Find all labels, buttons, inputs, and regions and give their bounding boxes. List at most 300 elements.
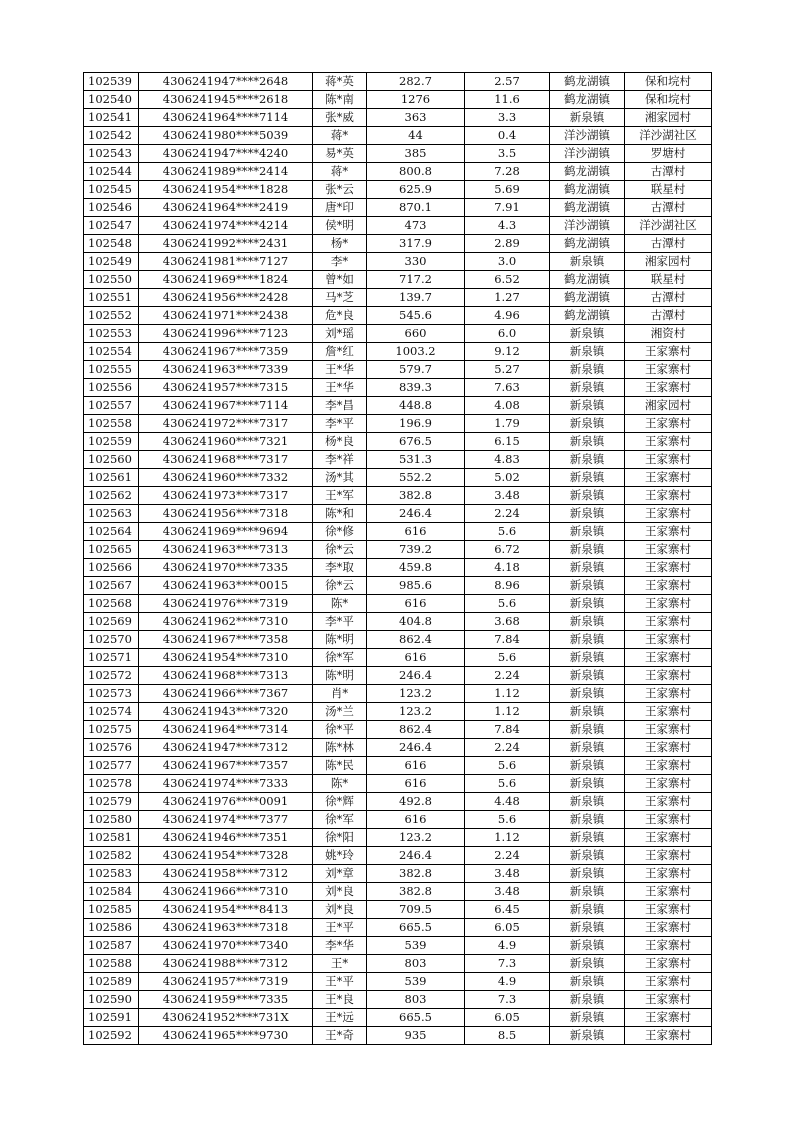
village-cell: 王家寨村: [625, 901, 712, 919]
amount-cell: 985.6: [367, 577, 465, 595]
town-cell: 新泉镇: [550, 793, 625, 811]
quantity-cell: 9.12: [465, 343, 550, 361]
record-id-cell: 102574: [84, 703, 139, 721]
record-id-cell: 102567: [84, 577, 139, 595]
name-cell: 王*远: [313, 1009, 367, 1027]
quantity-cell: 2.24: [465, 847, 550, 865]
table-row: [84, 505, 712, 523]
id-number-cell: 4306241973****7317: [139, 487, 313, 505]
amount-cell: 709.5: [367, 901, 465, 919]
id-number-cell: 4306241968****7317: [139, 451, 313, 469]
table-row: [84, 109, 712, 127]
village-cell: 洋沙湖社区: [625, 217, 712, 235]
name-cell: 杨*良: [313, 433, 367, 451]
record-id-cell: 102539: [84, 73, 139, 91]
record-id-cell: 102547: [84, 217, 139, 235]
name-cell: 唐*印: [313, 199, 367, 217]
table-row: [84, 361, 712, 379]
village-cell: 王家寨村: [625, 721, 712, 739]
town-cell: 新泉镇: [550, 865, 625, 883]
village-cell: 古潭村: [625, 307, 712, 325]
record-id-cell: 102589: [84, 973, 139, 991]
amount-cell: 382.8: [367, 487, 465, 505]
id-number-cell: 4306241956****7318: [139, 505, 313, 523]
quantity-cell: 1.27: [465, 289, 550, 307]
record-id-cell: 102564: [84, 523, 139, 541]
amount-cell: 404.8: [367, 613, 465, 631]
town-cell: 鹤龙湖镇: [550, 73, 625, 91]
table-row: [84, 595, 712, 613]
town-cell: 新泉镇: [550, 901, 625, 919]
quantity-cell: 5.6: [465, 523, 550, 541]
id-number-cell: 4306241969****9694: [139, 523, 313, 541]
quantity-cell: 1.12: [465, 685, 550, 703]
town-cell: 洋沙湖镇: [550, 127, 625, 145]
quantity-cell: 7.3: [465, 955, 550, 973]
record-id-cell: 102592: [84, 1027, 139, 1045]
town-cell: 新泉镇: [550, 343, 625, 361]
name-cell: 刘*瑶: [313, 325, 367, 343]
record-id-cell: 102551: [84, 289, 139, 307]
village-cell: 王家寨村: [625, 811, 712, 829]
amount-cell: 616: [367, 523, 465, 541]
quantity-cell: 5.6: [465, 595, 550, 613]
name-cell: 蒋*: [313, 127, 367, 145]
quantity-cell: 3.48: [465, 883, 550, 901]
quantity-cell: 6.45: [465, 901, 550, 919]
record-id-cell: 102568: [84, 595, 139, 613]
name-cell: 徐*军: [313, 811, 367, 829]
name-cell: 李*: [313, 253, 367, 271]
record-id-cell: 102566: [84, 559, 139, 577]
quantity-cell: 7.28: [465, 163, 550, 181]
amount-cell: 459.8: [367, 559, 465, 577]
record-id-cell: 102558: [84, 415, 139, 433]
name-cell: 王*军: [313, 487, 367, 505]
record-id-cell: 102556: [84, 379, 139, 397]
amount-cell: 870.1: [367, 199, 465, 217]
id-number-cell: 4306241963****7313: [139, 541, 313, 559]
village-cell: 联星村: [625, 181, 712, 199]
quantity-cell: 3.5: [465, 145, 550, 163]
village-cell: 王家寨村: [625, 757, 712, 775]
amount-cell: 492.8: [367, 793, 465, 811]
id-number-cell: 4306241946****7351: [139, 829, 313, 847]
table-row: [84, 379, 712, 397]
name-cell: 徐*云: [313, 541, 367, 559]
table-row: [84, 217, 712, 235]
town-cell: 新泉镇: [550, 451, 625, 469]
village-cell: 王家寨村: [625, 631, 712, 649]
amount-cell: 665.5: [367, 1009, 465, 1027]
name-cell: 陈*林: [313, 739, 367, 757]
id-number-cell: 4306241976****7319: [139, 595, 313, 613]
table-row: [84, 847, 712, 865]
record-id-cell: 102577: [84, 757, 139, 775]
quantity-cell: 6.05: [465, 1009, 550, 1027]
town-cell: 新泉镇: [550, 811, 625, 829]
quantity-cell: 3.48: [465, 487, 550, 505]
table-row: [84, 487, 712, 505]
village-cell: 王家寨村: [625, 523, 712, 541]
name-cell: 姚*玲: [313, 847, 367, 865]
id-number-cell: 4306241964****2419: [139, 199, 313, 217]
town-cell: 新泉镇: [550, 667, 625, 685]
record-id-cell: 102550: [84, 271, 139, 289]
quantity-cell: 4.9: [465, 937, 550, 955]
record-id-cell: 102590: [84, 991, 139, 1009]
amount-cell: 803: [367, 955, 465, 973]
village-cell: 湘家园村: [625, 109, 712, 127]
town-cell: 新泉镇: [550, 577, 625, 595]
name-cell: 詹*红: [313, 343, 367, 361]
name-cell: 陈*明: [313, 667, 367, 685]
town-cell: 洋沙湖镇: [550, 217, 625, 235]
town-cell: 新泉镇: [550, 757, 625, 775]
town-cell: 新泉镇: [550, 523, 625, 541]
quantity-cell: 6.0: [465, 325, 550, 343]
name-cell: 马*芝: [313, 289, 367, 307]
town-cell: 新泉镇: [550, 991, 625, 1009]
table-row: [84, 397, 712, 415]
table-row: [84, 919, 712, 937]
table-row: [84, 631, 712, 649]
village-cell: 罗塘村: [625, 145, 712, 163]
record-id-cell: 102591: [84, 1009, 139, 1027]
record-id-cell: 102554: [84, 343, 139, 361]
village-cell: 王家寨村: [625, 847, 712, 865]
table-row: [84, 955, 712, 973]
record-id-cell: 102549: [84, 253, 139, 271]
amount-cell: 935: [367, 1027, 465, 1045]
record-id-cell: 102579: [84, 793, 139, 811]
village-cell: 王家寨村: [625, 883, 712, 901]
quantity-cell: 5.69: [465, 181, 550, 199]
quantity-cell: 6.05: [465, 919, 550, 937]
amount-cell: 616: [367, 757, 465, 775]
amount-cell: 676.5: [367, 433, 465, 451]
town-cell: 新泉镇: [550, 721, 625, 739]
name-cell: 徐*阳: [313, 829, 367, 847]
id-number-cell: 4306241962****7310: [139, 613, 313, 631]
quantity-cell: 7.3: [465, 991, 550, 1009]
id-number-cell: 4306241954****8413: [139, 901, 313, 919]
name-cell: 汤*兰: [313, 703, 367, 721]
quantity-cell: 2.24: [465, 505, 550, 523]
village-cell: 王家寨村: [625, 361, 712, 379]
record-id-cell: 102552: [84, 307, 139, 325]
town-cell: 鹤龙湖镇: [550, 181, 625, 199]
id-number-cell: 4306241996****7123: [139, 325, 313, 343]
name-cell: 刘*良: [313, 883, 367, 901]
amount-cell: 839.3: [367, 379, 465, 397]
id-number-cell: 4306241947****4240: [139, 145, 313, 163]
record-id-cell: 102580: [84, 811, 139, 829]
town-cell: 洋沙湖镇: [550, 145, 625, 163]
id-number-cell: 4306241945****2618: [139, 91, 313, 109]
village-cell: 王家寨村: [625, 433, 712, 451]
table-row: [84, 253, 712, 271]
table-row: [84, 307, 712, 325]
village-cell: 王家寨村: [625, 919, 712, 937]
table-row: [84, 829, 712, 847]
quantity-cell: 5.6: [465, 649, 550, 667]
town-cell: 新泉镇: [550, 415, 625, 433]
id-number-cell: 4306241954****1828: [139, 181, 313, 199]
town-cell: 鹤龙湖镇: [550, 235, 625, 253]
quantity-cell: 8.96: [465, 577, 550, 595]
name-cell: 李*取: [313, 559, 367, 577]
id-number-cell: 4306241966****7367: [139, 685, 313, 703]
amount-cell: 123.2: [367, 703, 465, 721]
record-id-cell: 102582: [84, 847, 139, 865]
table-row: [84, 1027, 712, 1045]
name-cell: 王*良: [313, 991, 367, 1009]
id-number-cell: 4306241966****7310: [139, 883, 313, 901]
name-cell: 王*平: [313, 973, 367, 991]
id-number-cell: 4306241969****1824: [139, 271, 313, 289]
town-cell: 新泉镇: [550, 883, 625, 901]
village-cell: 保和垸村: [625, 91, 712, 109]
town-cell: 鹤龙湖镇: [550, 307, 625, 325]
record-id-cell: 102545: [84, 181, 139, 199]
id-number-cell: 4306241954****7310: [139, 649, 313, 667]
village-cell: 王家寨村: [625, 1009, 712, 1027]
village-cell: 古潭村: [625, 235, 712, 253]
name-cell: 张*威: [313, 109, 367, 127]
table-row: [84, 973, 712, 991]
amount-cell: 803: [367, 991, 465, 1009]
town-cell: 新泉镇: [550, 109, 625, 127]
quantity-cell: 4.96: [465, 307, 550, 325]
town-cell: 新泉镇: [550, 253, 625, 271]
record-id-cell: 102585: [84, 901, 139, 919]
town-cell: 新泉镇: [550, 775, 625, 793]
data-table: [83, 72, 712, 1045]
id-number-cell: 4306241956****2428: [139, 289, 313, 307]
id-number-cell: 4306241963****0015: [139, 577, 313, 595]
quantity-cell: 4.9: [465, 973, 550, 991]
quantity-cell: 3.48: [465, 865, 550, 883]
id-number-cell: 4306241954****7328: [139, 847, 313, 865]
name-cell: 刘*良: [313, 901, 367, 919]
name-cell: 王*奇: [313, 1027, 367, 1045]
record-id-cell: 102562: [84, 487, 139, 505]
amount-cell: 246.4: [367, 739, 465, 757]
name-cell: 王*: [313, 955, 367, 973]
id-number-cell: 4306241988****7312: [139, 955, 313, 973]
table-row: [84, 469, 712, 487]
town-cell: 新泉镇: [550, 919, 625, 937]
table-row: [84, 163, 712, 181]
town-cell: 新泉镇: [550, 649, 625, 667]
table-row: [84, 145, 712, 163]
record-id-cell: 102563: [84, 505, 139, 523]
town-cell: 新泉镇: [550, 973, 625, 991]
town-cell: 新泉镇: [550, 541, 625, 559]
quantity-cell: 5.6: [465, 775, 550, 793]
quantity-cell: 6.15: [465, 433, 550, 451]
table-row: [84, 613, 712, 631]
town-cell: 鹤龙湖镇: [550, 163, 625, 181]
quantity-cell: 2.57: [465, 73, 550, 91]
table-row: [84, 271, 712, 289]
village-cell: 王家寨村: [625, 469, 712, 487]
village-cell: 王家寨村: [625, 685, 712, 703]
town-cell: 新泉镇: [550, 631, 625, 649]
village-cell: 王家寨村: [625, 505, 712, 523]
record-id-cell: 102555: [84, 361, 139, 379]
town-cell: 新泉镇: [550, 379, 625, 397]
village-cell: 王家寨村: [625, 343, 712, 361]
name-cell: 陈*南: [313, 91, 367, 109]
name-cell: 陈*和: [313, 505, 367, 523]
id-number-cell: 4306241947****2648: [139, 73, 313, 91]
record-id-cell: 102560: [84, 451, 139, 469]
quantity-cell: 4.08: [465, 397, 550, 415]
quantity-cell: 4.18: [465, 559, 550, 577]
village-cell: 湘家园村: [625, 253, 712, 271]
amount-cell: 44: [367, 127, 465, 145]
name-cell: 李*平: [313, 613, 367, 631]
name-cell: 陈*民: [313, 757, 367, 775]
record-id-cell: 102543: [84, 145, 139, 163]
table-row: [84, 433, 712, 451]
id-number-cell: 4306241957****7315: [139, 379, 313, 397]
quantity-cell: 0.4: [465, 127, 550, 145]
record-id-cell: 102546: [84, 199, 139, 217]
id-number-cell: 4306241967****7114: [139, 397, 313, 415]
id-number-cell: 4306241963****7339: [139, 361, 313, 379]
quantity-cell: 3.3: [465, 109, 550, 127]
record-id-cell: 102569: [84, 613, 139, 631]
quantity-cell: 5.27: [465, 361, 550, 379]
quantity-cell: 1.12: [465, 829, 550, 847]
table-row: [84, 793, 712, 811]
table-row: [84, 127, 712, 145]
village-cell: 保和垸村: [625, 73, 712, 91]
amount-cell: 246.4: [367, 667, 465, 685]
village-cell: 王家寨村: [625, 595, 712, 613]
amount-cell: 862.4: [367, 631, 465, 649]
amount-cell: 616: [367, 595, 465, 613]
name-cell: 蒋*英: [313, 73, 367, 91]
id-number-cell: 4306241967****7357: [139, 757, 313, 775]
town-cell: 新泉镇: [550, 325, 625, 343]
quantity-cell: 7.63: [465, 379, 550, 397]
name-cell: 王*华: [313, 379, 367, 397]
name-cell: 徐*平: [313, 721, 367, 739]
record-id-cell: 102570: [84, 631, 139, 649]
quantity-cell: 2.89: [465, 235, 550, 253]
record-id-cell: 102583: [84, 865, 139, 883]
name-cell: 徐*云: [313, 577, 367, 595]
village-cell: 王家寨村: [625, 937, 712, 955]
village-cell: 王家寨村: [625, 415, 712, 433]
name-cell: 陈*: [313, 775, 367, 793]
table-row: [84, 181, 712, 199]
name-cell: 侯*明: [313, 217, 367, 235]
table-row: [84, 991, 712, 1009]
table-row: [84, 91, 712, 109]
id-number-cell: 4306241965****9730: [139, 1027, 313, 1045]
record-id-cell: 102588: [84, 955, 139, 973]
table-row: [84, 937, 712, 955]
name-cell: 张*云: [313, 181, 367, 199]
amount-cell: 665.5: [367, 919, 465, 937]
name-cell: 徐*修: [313, 523, 367, 541]
table-row: [84, 559, 712, 577]
quantity-cell: 2.24: [465, 739, 550, 757]
record-id-cell: 102573: [84, 685, 139, 703]
id-number-cell: 4306241974****7333: [139, 775, 313, 793]
town-cell: 新泉镇: [550, 469, 625, 487]
village-cell: 洋沙湖社区: [625, 127, 712, 145]
record-id-cell: 102584: [84, 883, 139, 901]
amount-cell: 552.2: [367, 469, 465, 487]
table-row: [84, 577, 712, 595]
quantity-cell: 5.6: [465, 811, 550, 829]
town-cell: 新泉镇: [550, 433, 625, 451]
name-cell: 陈*: [313, 595, 367, 613]
quantity-cell: 7.84: [465, 721, 550, 739]
amount-cell: 139.7: [367, 289, 465, 307]
amount-cell: 616: [367, 775, 465, 793]
table-row: [84, 343, 712, 361]
table-row: [84, 649, 712, 667]
table-row: [84, 541, 712, 559]
amount-cell: 531.3: [367, 451, 465, 469]
record-id-cell: 102548: [84, 235, 139, 253]
quantity-cell: 6.72: [465, 541, 550, 559]
town-cell: 新泉镇: [550, 829, 625, 847]
quantity-cell: 2.24: [465, 667, 550, 685]
amount-cell: 539: [367, 973, 465, 991]
record-id-cell: 102575: [84, 721, 139, 739]
id-number-cell: 4306241960****7321: [139, 433, 313, 451]
amount-cell: 1003.2: [367, 343, 465, 361]
village-cell: 王家寨村: [625, 793, 712, 811]
amount-cell: 545.6: [367, 307, 465, 325]
id-number-cell: 4306241989****2414: [139, 163, 313, 181]
table-row: [84, 523, 712, 541]
town-cell: 新泉镇: [550, 487, 625, 505]
village-cell: 联星村: [625, 271, 712, 289]
village-cell: 王家寨村: [625, 559, 712, 577]
id-number-cell: 4306241974****7377: [139, 811, 313, 829]
id-number-cell: 4306241958****7312: [139, 865, 313, 883]
quantity-cell: 7.91: [465, 199, 550, 217]
name-cell: 李*华: [313, 937, 367, 955]
quantity-cell: 1.79: [465, 415, 550, 433]
quantity-cell: 5.02: [465, 469, 550, 487]
table-row: [84, 703, 712, 721]
record-id-cell: 102571: [84, 649, 139, 667]
town-cell: 鹤龙湖镇: [550, 91, 625, 109]
table-row: [84, 1009, 712, 1027]
village-cell: 湘家园村: [625, 397, 712, 415]
amount-cell: 616: [367, 649, 465, 667]
amount-cell: 330: [367, 253, 465, 271]
village-cell: 王家寨村: [625, 1027, 712, 1045]
amount-cell: 625.9: [367, 181, 465, 199]
village-cell: 王家寨村: [625, 955, 712, 973]
record-id-cell: 102581: [84, 829, 139, 847]
town-cell: 新泉镇: [550, 847, 625, 865]
village-cell: 王家寨村: [625, 703, 712, 721]
record-id-cell: 102544: [84, 163, 139, 181]
table-row: [84, 289, 712, 307]
